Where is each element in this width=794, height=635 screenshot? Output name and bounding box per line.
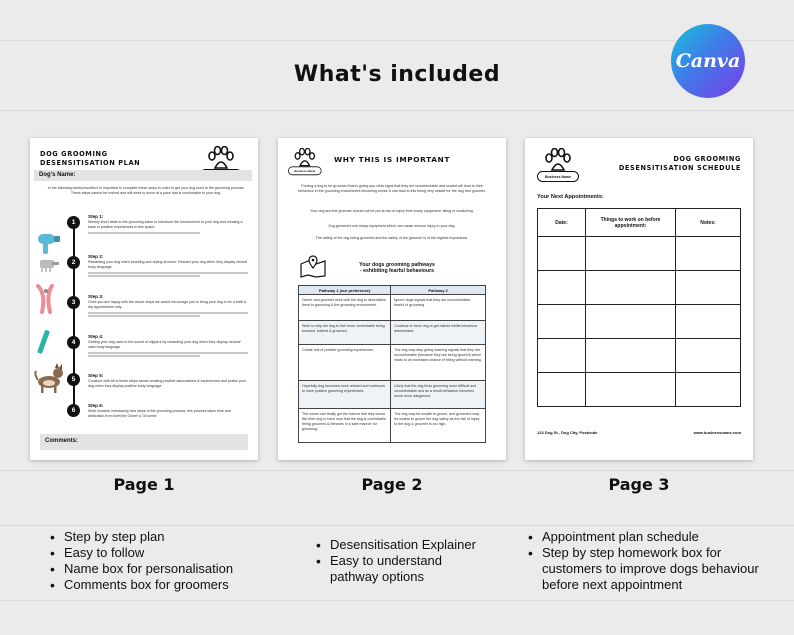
- table-cell: Owner and groomer work with the dog to desensitise them to grooming & the grooming environment.: [299, 295, 391, 321]
- table-cell: The dog may be unsafe to groom, and groomers may be unable to groom the dog safely as the risk of injury to the dog & groomer is too high.: [391, 409, 486, 443]
- hair-dryer-icon: [36, 230, 62, 256]
- task-cell[interactable]: [586, 237, 676, 271]
- step-6-title: Step 6:: [88, 403, 104, 408]
- step-2-text: Rewarding your dog when brushing and drying at home. Reward your dog when they display neutral body language.: [88, 260, 248, 269]
- appointments-label: Your Next Appointments:: [537, 194, 604, 200]
- pathways-table: [298, 285, 486, 443]
- bone-name-plate: Business Name: [537, 171, 579, 182]
- table-row: [299, 409, 486, 443]
- list-item: • Desensitisation Explainer: [314, 537, 494, 553]
- step-5-text: Continue with all of these steps above creating positive associations & experiences and praise your dog when they display positive body language.: [88, 379, 246, 388]
- list-item: • Easy to follow: [48, 545, 268, 561]
- page-2-label: Page 2: [361, 475, 423, 494]
- step-6-text: Work towards introducing new steps of the grooming process, this process takes time and dedication from both the Owner & Groomer.: [88, 409, 231, 418]
- list-item: • Step by step plan: [48, 529, 268, 545]
- task-cell[interactable]: [586, 339, 676, 373]
- step-4-marker: 4: [67, 336, 80, 349]
- footer-website: www.businessname.com: [693, 430, 741, 435]
- wood-plank-line: [0, 470, 794, 471]
- brush-icon: [38, 258, 60, 278]
- paw-icon: [294, 148, 316, 167]
- notes-cell[interactable]: [676, 237, 741, 271]
- step-2-marker: 2: [67, 256, 80, 269]
- step-3-title: Step 3:: [88, 294, 104, 299]
- table-row: [299, 381, 486, 409]
- table-header: Date:: [538, 209, 586, 237]
- text-line: [88, 232, 200, 234]
- table-header: Pathway 2: [391, 286, 486, 295]
- wood-plank-line: [0, 525, 794, 526]
- step-6: [88, 403, 248, 419]
- table-row: [538, 271, 741, 305]
- business-logo: [537, 148, 579, 188]
- task-cell[interactable]: [586, 271, 676, 305]
- list-item: • Appointment plan schedule: [526, 529, 776, 545]
- page2-para3: Dog groomers use sharp equipment which can cause serious injury to your dog.: [328, 224, 456, 228]
- page-3-preview: [525, 138, 753, 460]
- schedule-table: [537, 208, 741, 407]
- date-cell[interactable]: [538, 271, 586, 305]
- step-1-title: Step 1:: [88, 214, 104, 219]
- step-timeline: [73, 216, 75, 416]
- table-header: Notes:: [676, 209, 741, 237]
- step-4-text: Getting your dog used to the sound of clippers by rewarding your dog when they display neutral/ calm body language.: [88, 340, 241, 349]
- page1-title-line2: DESENSITISATION PLAN: [40, 159, 141, 167]
- text-line: [88, 275, 200, 277]
- business-logo: [288, 148, 322, 180]
- date-cell[interactable]: [538, 237, 586, 271]
- date-cell[interactable]: [538, 339, 586, 373]
- list-item: • Easy to understand pathway options: [314, 553, 494, 585]
- page2-features: [314, 537, 494, 585]
- paw-icon: [544, 148, 572, 172]
- page2-para1: Forcing a dog to be groomed that is giving you clear signs that they are uncomfortable and scared will lead to their behaviour in the grooming environment becoming worse & can lead to this being very unsafe for the dog and groomer.: [298, 184, 486, 193]
- page2-title: WHY THIS IS IMPORTANT: [334, 155, 450, 164]
- page2-para2: Your dog and the groomer should not be put at risk of injury from sharp equipment, biting or scratching.: [310, 209, 474, 213]
- page1-title-line1: DOG GROOMING: [40, 150, 108, 158]
- table-cell: Hopefully dog becomes more relaxed and continues to have positive grooming experiences.: [299, 381, 391, 409]
- comb-icon: [34, 328, 54, 356]
- paw-icon: [207, 146, 235, 170]
- page1-features: [48, 529, 268, 593]
- date-cell[interactable]: [538, 373, 586, 407]
- step-4-title: Step 4:: [88, 334, 104, 339]
- step-3-text: Once you are happy with the above steps we would encourage you to bring your dog in for a bath & dry appointment only.: [88, 300, 247, 309]
- nail-clipper-icon: [34, 284, 58, 314]
- wood-plank-line: [0, 600, 794, 601]
- dog-name-box: Dog's Name:: [34, 170, 252, 181]
- step-3-marker: 3: [67, 296, 80, 309]
- comments-box: Comments:: [40, 434, 248, 450]
- table-row: [299, 321, 486, 345]
- task-cell[interactable]: [586, 373, 676, 407]
- table-cell: Create lots of positive grooming experiences.: [299, 345, 391, 381]
- text-line: [88, 315, 200, 317]
- notes-cell[interactable]: [676, 373, 741, 407]
- table-cell: Ignore dogs signals that they are uncomfortable, fearful of grooming.: [391, 295, 486, 321]
- page-3-label: Page 3: [608, 475, 670, 494]
- step-1-text: Weekly short visits to the grooming salon to introduce the environment to your dog and creating a bank of positive experiences in this space.: [88, 220, 243, 229]
- step-1: [88, 214, 248, 234]
- step-2: [88, 254, 248, 277]
- table-row: [538, 237, 741, 271]
- table-header: Things to work on before appointment:: [586, 209, 676, 237]
- page-1-preview: [30, 138, 258, 460]
- list-item: • Comments box for groomers: [48, 577, 268, 593]
- table-row: [299, 345, 486, 381]
- step-4: [88, 334, 248, 357]
- table-row: [538, 339, 741, 373]
- text-line: [88, 272, 248, 274]
- page-heading: What's included: [293, 62, 501, 87]
- list-item: • Name box for personalisation: [48, 561, 268, 577]
- dog-illustration-icon: [32, 362, 66, 394]
- page3-title-line2: DESENSITISATION SCHEDULE: [618, 164, 741, 172]
- page2-para4: The safety of the dog being groomed and the safety of the groomer is of the highest importance.: [315, 236, 469, 240]
- page-1-label: Page 1: [113, 475, 175, 494]
- page3-title: [619, 155, 741, 173]
- table-cell: The owner can finally get the haircut that they would like their dog to have now that the dog is comfortable being groomed & behaves in a safe manner for grooming.: [299, 409, 391, 443]
- canva-logo-text: Canva: [675, 50, 741, 72]
- step-3: [88, 294, 248, 317]
- wood-plank-line: [0, 110, 794, 111]
- notes-cell[interactable]: [676, 271, 741, 305]
- table-cell: Likely that the dog finds grooming more difficult and uncomfortable and as a result behaviour becomes much more dangerous.: [391, 381, 486, 409]
- notes-cell[interactable]: [676, 305, 741, 339]
- step-1-marker: 1: [67, 216, 80, 229]
- text-line: [88, 355, 200, 357]
- pathways-heading: [352, 262, 442, 274]
- table-row: [538, 373, 741, 407]
- footer-address: 123 Dog St., Dog City, Postcode: [537, 430, 598, 435]
- table-cell: Continue to force dog to get haircut whilst behaviour deteriorates.: [391, 321, 486, 345]
- table-row: [538, 305, 741, 339]
- page3-title-line1: DOG GROOMING: [673, 155, 741, 163]
- table-cell: The dog may stop giving warning signals that they are uncomfortable (because they are being ignored) which leads to an increased chance of biting without warning.: [391, 345, 486, 381]
- step-5-title: Step 5:: [88, 373, 104, 378]
- wood-plank-line: [0, 40, 794, 41]
- page-2-preview: [278, 138, 506, 460]
- bone-name-plate: Business Name: [288, 166, 322, 175]
- page1-intro: In the following weeks/months it is important to complete these steps in order to get your dog used to the grooming process. These steps cannot be rushed and will need to move at a pace that is comfortable to your dog.: [47, 186, 245, 195]
- date-cell[interactable]: [538, 305, 586, 339]
- step-5-marker: 5: [67, 373, 80, 386]
- pathways-line2: - exhibiting fearful behaviours: [359, 268, 435, 274]
- step-6-marker: 6: [67, 404, 80, 417]
- step-5: [88, 373, 248, 389]
- page3-features: [526, 529, 776, 593]
- canva-logo: [671, 24, 745, 98]
- list-item: • Step by step homework box for customers to improve dogs behaviour before next appointment: [526, 545, 776, 593]
- map-pin-icon: [300, 254, 326, 278]
- pathways-line1: Your dogs grooming pathways: [359, 262, 435, 268]
- task-cell[interactable]: [586, 305, 676, 339]
- table-cell: Work to help the dog to feel more comfortable being brushed, bathed & groomed.: [299, 321, 391, 345]
- table-row: [299, 295, 486, 321]
- notes-cell[interactable]: [676, 339, 741, 373]
- text-line: [88, 352, 248, 354]
- page1-title: [40, 150, 140, 168]
- table-header: Pathway 1 (our preference): [299, 286, 391, 295]
- step-2-title: Step 2:: [88, 254, 104, 259]
- text-line: [88, 312, 248, 314]
